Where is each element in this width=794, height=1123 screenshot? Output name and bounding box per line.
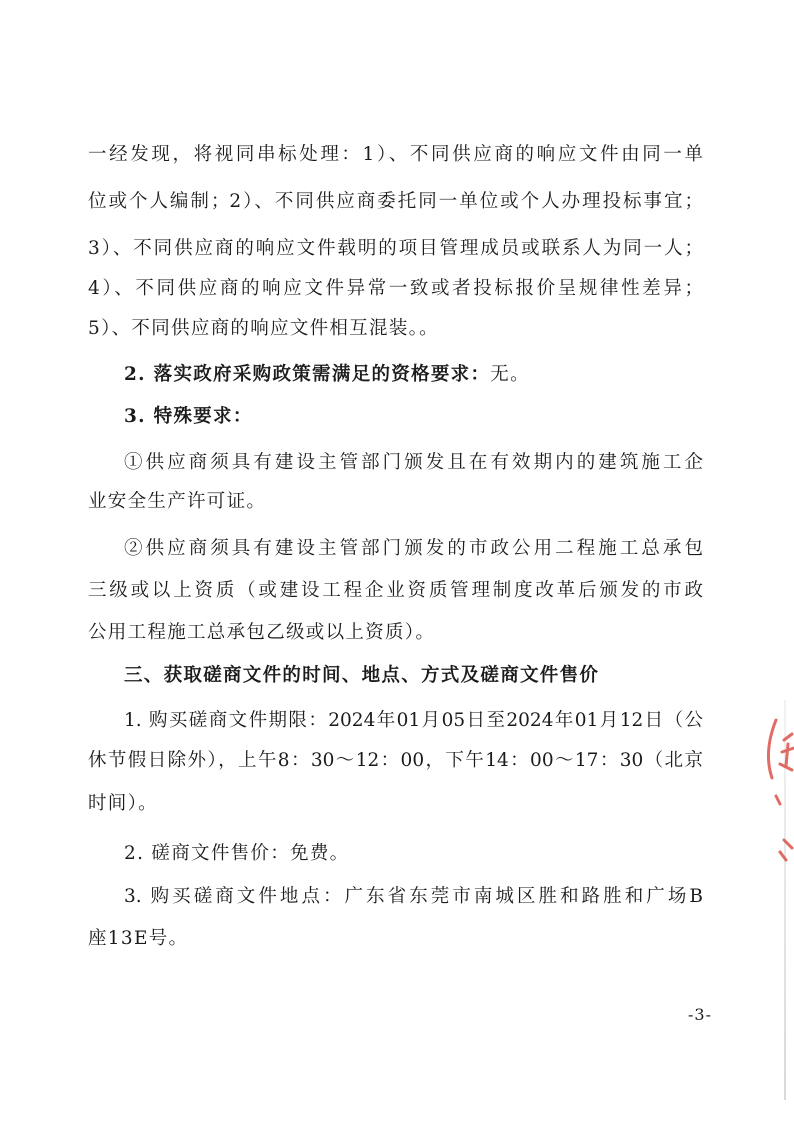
policy-heading: 2. 落实政府采购政策需满足的资格要求： [124, 364, 491, 385]
purchase-location-line2: 座13E号。 [88, 928, 189, 949]
section3-heading: 三、获取磋商文件的时间、地点、方式及磋商文件售价 [124, 665, 600, 686]
policy-value: 无。 [490, 364, 530, 385]
special-heading: 3. 特殊要求： [124, 406, 253, 427]
stamp-strokes [769, 720, 794, 860]
document-price: 2. 磋商文件售价：免费。 [124, 843, 350, 864]
red-stamp-fragment [762, 700, 794, 880]
page-number: -3- [688, 1005, 712, 1024]
purchase-period-line3: 时间）。 [88, 793, 158, 814]
clause-line-4: 4）、不同供应商的响应文件异常一致或者投标报价呈规律性差异； [88, 278, 703, 299]
special-req2-line2: 三级或以上资质（或建设工程企业资质管理制度改革后颁发的市政 [88, 580, 703, 601]
clause-line-2: 位或个人编制；2）、不同供应商委托同一单位或个人办理投标事宜； [88, 191, 703, 212]
clause-line-5: 5）、不同供应商的响应文件相互混装。。 [88, 318, 439, 339]
policy-requirement [124, 362, 703, 388]
purchase-period-line1: 1. 购买磋商文件期限：2024年01月05日至2024年01月12日（公 [124, 710, 703, 731]
clause-line-3: 3）、不同供应商的响应文件载明的项目管理成员或联系人为同一人； [88, 238, 703, 259]
special-req1-line2: 业安全生产许可证。 [88, 491, 267, 512]
purchase-period-line2: 休节假日除外），上午8：30～12：00，下午14：00～17：30（北京 [88, 750, 703, 771]
purchase-location-line1: 3. 购买磋商文件地点：广东省东莞市南城区胜和路胜和广场B [124, 886, 703, 907]
special-req1-line1: ①供应商须具有建设主管部门颁发且在有效期内的建筑施工企 [124, 452, 703, 473]
special-req2-line3: 公用工程施工总承包乙级或以上资质）。 [88, 622, 436, 643]
clause-line-1: 一经发现，将视同串标处理：1）、不同供应商的响应文件由同一单 [88, 144, 703, 165]
special-req2-line1: ②供应商须具有建设主管部门颁发的市政公用二程施工总承包 [124, 538, 703, 559]
